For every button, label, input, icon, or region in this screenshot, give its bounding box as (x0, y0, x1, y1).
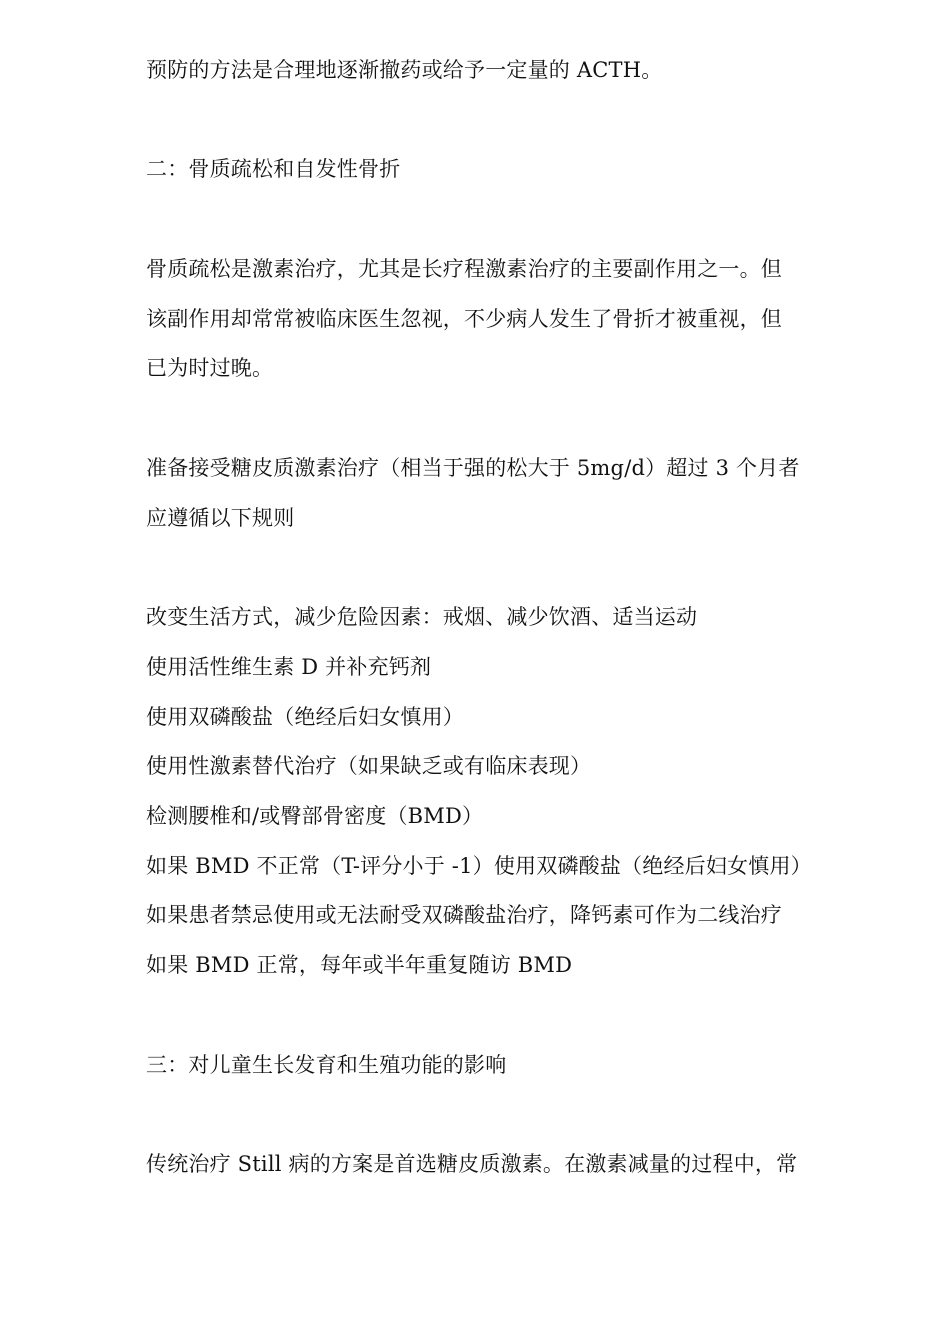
text-line: 准备接受糖皮质激素治疗（相当于强的松大于 5mg/d）超过 3 个月者 (146, 456, 800, 480)
list-item: 改变生活方式，减少危险因素：戒烟、减少饮酒、适当运动 (146, 605, 698, 629)
section-heading: 二：骨质疏松和自发性骨折 (146, 157, 401, 181)
text-line: 骨质疏松是激素治疗，尤其是长疗程激素治疗的主要副作用之一。但 (146, 257, 782, 281)
text-line: 已为时过晚。 (146, 356, 274, 380)
text-line: 传统治疗 Still 病的方案是首选糖皮质激素。在激素减量的过程中，常 (146, 1152, 798, 1176)
list-item: 如果 BMD 正常，每年或半年重复随访 BMD (146, 953, 573, 977)
list-item: 使用性激素替代治疗（如果缺乏或有临床表现） (146, 754, 592, 778)
text-line: 应遵循以下规则 (146, 506, 295, 530)
text-line: 该副作用却常常被临床医生忽视，不少病人发生了骨折才被重视，但 (146, 307, 782, 331)
section-heading: 三：对儿童生长发育和生殖功能的影响 (146, 1053, 507, 1077)
list-item: 使用双磷酸盐（绝经后妇女慎用） (146, 705, 464, 729)
text-line: 预防的方法是合理地逐渐撤药或给予一定量的 ACTH。 (146, 58, 663, 82)
list-item: 如果 BMD 不正常（T-评分小于 -1）使用双磷酸盐（绝经后妇女慎用） (146, 854, 812, 878)
list-item: 检测腰椎和/或臀部骨密度（BMD） (146, 804, 484, 828)
list-item: 如果患者禁忌使用或无法耐受双磷酸盐治疗，降钙素可作为二线治疗 (146, 903, 782, 927)
list-item: 使用活性维生素 D 并补充钙剂 (146, 655, 432, 679)
